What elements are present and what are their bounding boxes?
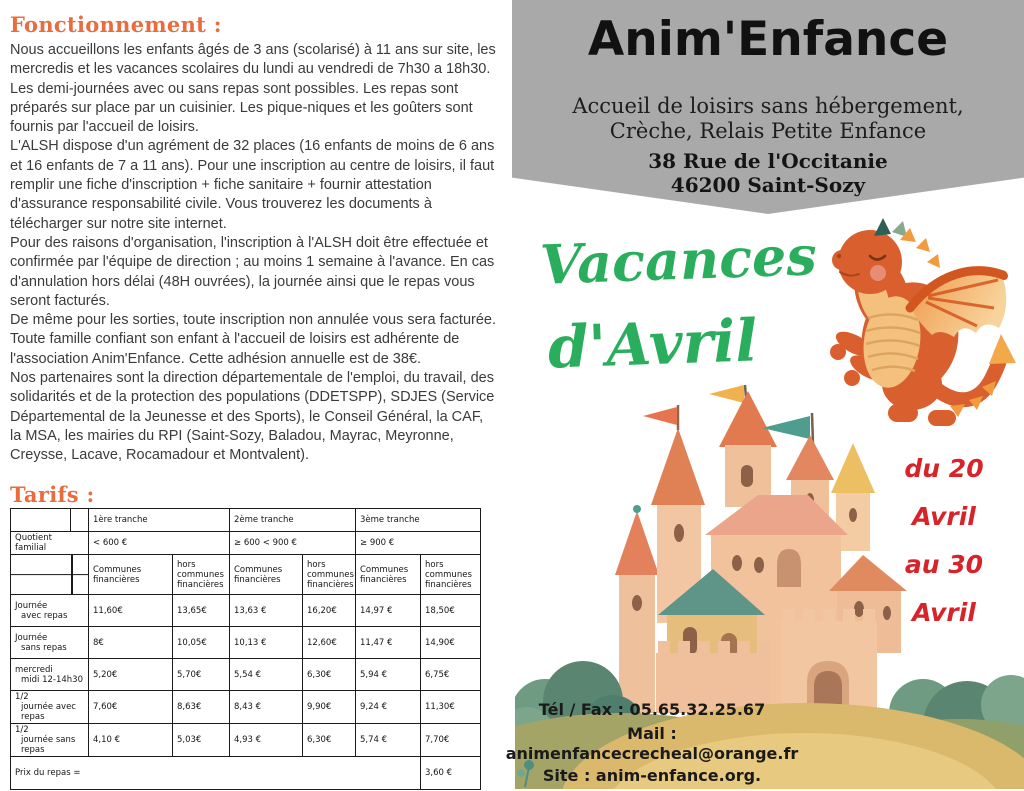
price-cell: 11,30€ (421, 691, 481, 724)
yellow-pennant (709, 385, 744, 403)
price-cell: 13,63 € (230, 595, 303, 627)
quotient-value: ≥ 600 < 900 € (230, 532, 356, 555)
footer-label: Prix du repas = (11, 757, 421, 790)
paragraph: L'ALSH dispose d'un agrément de 32 places (16 enfants de moins de 6 ans et 16 enfants de 7 a 11 ans). Pour une inscription au centre de loisirs, il faut remplir une fiche d'inscription + fiche sanitaire + fournir attestation d'assurance responsabilité civile. Vous trouverez les documents à télécharger sur notre site internet. (10, 138, 495, 232)
footer-value: 3,60 € (421, 757, 481, 790)
tarifs-table (10, 508, 481, 790)
table-row (11, 691, 481, 724)
subheader-communes: Communes financières (89, 555, 173, 595)
price-cell: 18,50€ (421, 595, 481, 627)
quotient-row (11, 532, 481, 555)
price-cell: 5,74 € (356, 724, 421, 757)
fonctionnement-text (10, 41, 496, 466)
tranche-header-row (11, 509, 481, 532)
price-cell: 11,47 € (356, 627, 421, 659)
price-cell: 8,63€ (173, 691, 230, 724)
price-cell: 14,97 € (356, 595, 421, 627)
quotient-label: Quotient familial (11, 532, 89, 555)
cheek (870, 265, 886, 281)
price-cell: 8€ (89, 627, 173, 659)
price-cell: 16,20€ (303, 595, 356, 627)
price-cell: 4,10 € (89, 724, 173, 757)
price-cell: 9,90€ (303, 691, 356, 724)
table-row (11, 627, 481, 659)
contact-mail: animenfancecrecheal@orange.fr (505, 744, 799, 763)
contact-site: Site : anim-enfance.org. (542, 766, 762, 785)
dates-block (874, 445, 1014, 637)
footer-row (11, 757, 481, 790)
subheader-hors: hors communes financières (173, 555, 230, 595)
vacances-title-line2: d'Avril (546, 306, 759, 382)
price-cell: 5,20€ (89, 659, 173, 691)
price-cell: 6,75€ (421, 659, 481, 691)
price-cell: 7,70€ (421, 724, 481, 757)
brand-title: Anim'Enfance (587, 12, 949, 67)
price-cell: 7,60€ (89, 691, 173, 724)
subheader-hors: hors communes financières (421, 555, 481, 595)
price-cell: 8,43 € (230, 691, 303, 724)
tranche-1-header: 1ère tranche (89, 509, 230, 532)
quotient-value: < 600 € (89, 532, 230, 555)
price-cell: 5,70€ (173, 659, 230, 691)
left-column (10, 12, 496, 466)
contact-block (503, 700, 801, 786)
paragraph: Nos partenaires sont la direction départementale de l'emploi, du travail, des solidarités et de la protection des populations (DDETSPP), SDJES (Service Départemental de la Jeunesse et des Sports), le Conseil Général, la CAF, la MSA, les mairies du RPI (Saint-Sozy, Baladou, Mayrac, Meyronne, Creysse, Lacave, Rocamadour et Montvalent). (10, 370, 495, 464)
price-cell: 4,93 € (230, 724, 303, 757)
horn (874, 218, 891, 236)
row-label: Journée avec repas (11, 595, 89, 627)
price-cell: 10,13 € (230, 627, 303, 659)
price-cell: 5,54 € (230, 659, 303, 691)
dragon-wing (910, 271, 1008, 337)
table-row (11, 659, 481, 691)
price-cell: 13,65€ (173, 595, 230, 627)
tranche-2-header: 2ème tranche (230, 509, 356, 532)
row-label: mercredi midi 12-14h30 (11, 659, 89, 691)
price-cell: 14,90€ (421, 627, 481, 659)
price-cell: 5,94 € (356, 659, 421, 691)
vacances-title-line1: Vacances (538, 223, 818, 297)
subheader-communes: Communes financières (230, 555, 303, 595)
contact-tel: Tél / Fax : 05.65.32.25.67 (538, 700, 766, 719)
quotient-value: ≥ 900 € (356, 532, 481, 555)
empty-cell (11, 509, 71, 532)
subheader-communes: Communes financières (356, 555, 421, 595)
price-cell: 6,30€ (303, 724, 356, 757)
row-label: 1/2 journée avec repas (11, 691, 89, 724)
date-from: du 20 Avril (904, 454, 984, 531)
table-row (11, 724, 481, 757)
table-row (11, 595, 481, 627)
paragraph: Toute famille confiant son enfant à l'accueil de loisirs est adhérente de l'association Anim'Enfance. Cette adhésion annuelle est de 38€. (10, 331, 460, 367)
empty-cell (71, 509, 89, 532)
dragon-spikes (900, 228, 940, 268)
price-cell: 11,60€ (89, 595, 173, 627)
contact-mail-label: Mail : (627, 724, 677, 743)
dragon-illustration (812, 216, 1017, 432)
subheader-hors: hors communes financières (303, 555, 356, 595)
date-to: au 30 Avril (904, 550, 984, 627)
paragraph: De même pour les sorties, toute inscription non annulée vous sera facturée. (10, 312, 497, 329)
paragraph: Pour des raisons d'organisation, l'inscription à l'ALSH doit être effectuée et confirmée par l'équipe de direction ; au moins 1 semaine à l'avance. En cas d'annulation hors délai (48H ouvrées), la journée ainsi que le repas vous seront facturés. (10, 234, 495, 309)
row-label: Journée sans repas (11, 627, 89, 659)
brand-address: 38 Rue de l'Occitanie 46200 Saint-Sozy (648, 149, 888, 197)
price-cell: 6,30€ (303, 659, 356, 691)
red-flag (643, 407, 677, 425)
split-cell (11, 555, 89, 595)
price-cell: 9,24 € (356, 691, 421, 724)
paragraph: Nous accueillons les enfants âgés de 3 ans (scolarisé) à 11 ans sur site, les mercredis et les vacances scolaires du lundi au vendredi de 7h30 a 18h30. Les demi-journées avec ou sans repas sont possibles. Les repas sont préparés sur place par un cuisinier. Les pique-niques et les goûters sont fournis par l'accueil de loisirs. (10, 42, 496, 136)
price-cell: 10,05€ (173, 627, 230, 659)
price-cell: 5,03€ (173, 724, 230, 757)
tarifs-heading: Tarifs : (10, 482, 95, 507)
price-cell: 12,60€ (303, 627, 356, 659)
tranche-3-header: 3ème tranche (356, 509, 481, 532)
brand-subtitle: Accueil de loisirs sans hébergement, Crèche, Relais Petite Enfance (572, 94, 964, 143)
subheader-row (11, 555, 481, 595)
fonctionnement-heading: Fonctionnement : (10, 12, 222, 37)
row-label: 1/2 journée sans repas (11, 724, 89, 757)
